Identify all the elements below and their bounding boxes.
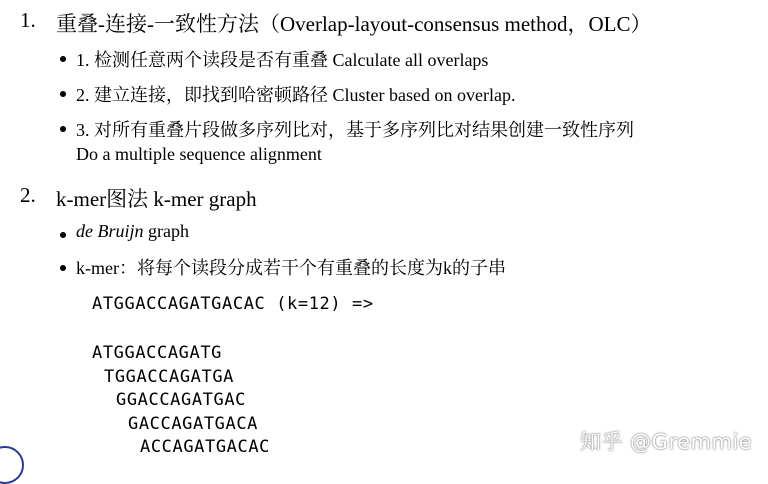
watermark: 知乎 @Gremmie xyxy=(580,430,753,454)
section-2-heading: k-mer图法 k-mer graph xyxy=(56,187,257,211)
section-1-bullet-3: 3. 对所有重叠片段做多序列比对，基于多序列比对结果创建一致性序列 xyxy=(76,120,634,140)
section-1-number: 1. xyxy=(20,8,36,32)
section-2-number: 2. xyxy=(20,183,36,207)
bullet-dot xyxy=(60,56,66,62)
graph-text: graph xyxy=(143,221,189,241)
kmer-line: ATGGACCAGATG xyxy=(92,343,223,363)
section-2-bullet-2: k-mer：将每个读段分成若干个有重叠的长度为k的子串 xyxy=(76,258,506,278)
bullet-dot xyxy=(60,126,66,132)
section-1-bullet-1: 1. 检测任意两个读段是否有重叠 Calculate all overlaps xyxy=(76,50,489,70)
kmer-line: GGACCAGATGAC xyxy=(116,390,247,410)
bullet-dot xyxy=(60,232,66,238)
example-input-line: ATGGACCAGATGACAC (k=12) => xyxy=(92,294,374,314)
kmer-line: GACCAGATGACA xyxy=(128,414,259,434)
section-1-heading: 重叠-连接-一致性方法（Overlap-layout-consensus method，OLC） xyxy=(56,12,652,36)
de-bruijn-italic: de Bruijn xyxy=(76,221,144,241)
section-1-bullet-2: 2. 建立连接，即找到哈密顿路径 Cluster based on overlap. xyxy=(76,85,516,105)
corner-circle-decoration xyxy=(0,446,24,484)
kmer-line: ACCAGATGACAC xyxy=(140,437,271,457)
bullet-dot xyxy=(60,265,66,271)
bullet-dot xyxy=(60,91,66,97)
section-1-bullet-3-continuation: Do a multiple sequence alignment xyxy=(76,144,322,164)
kmer-line: TGGACCAGATGA xyxy=(104,367,235,387)
section-2-bullet-1 xyxy=(76,221,189,242)
